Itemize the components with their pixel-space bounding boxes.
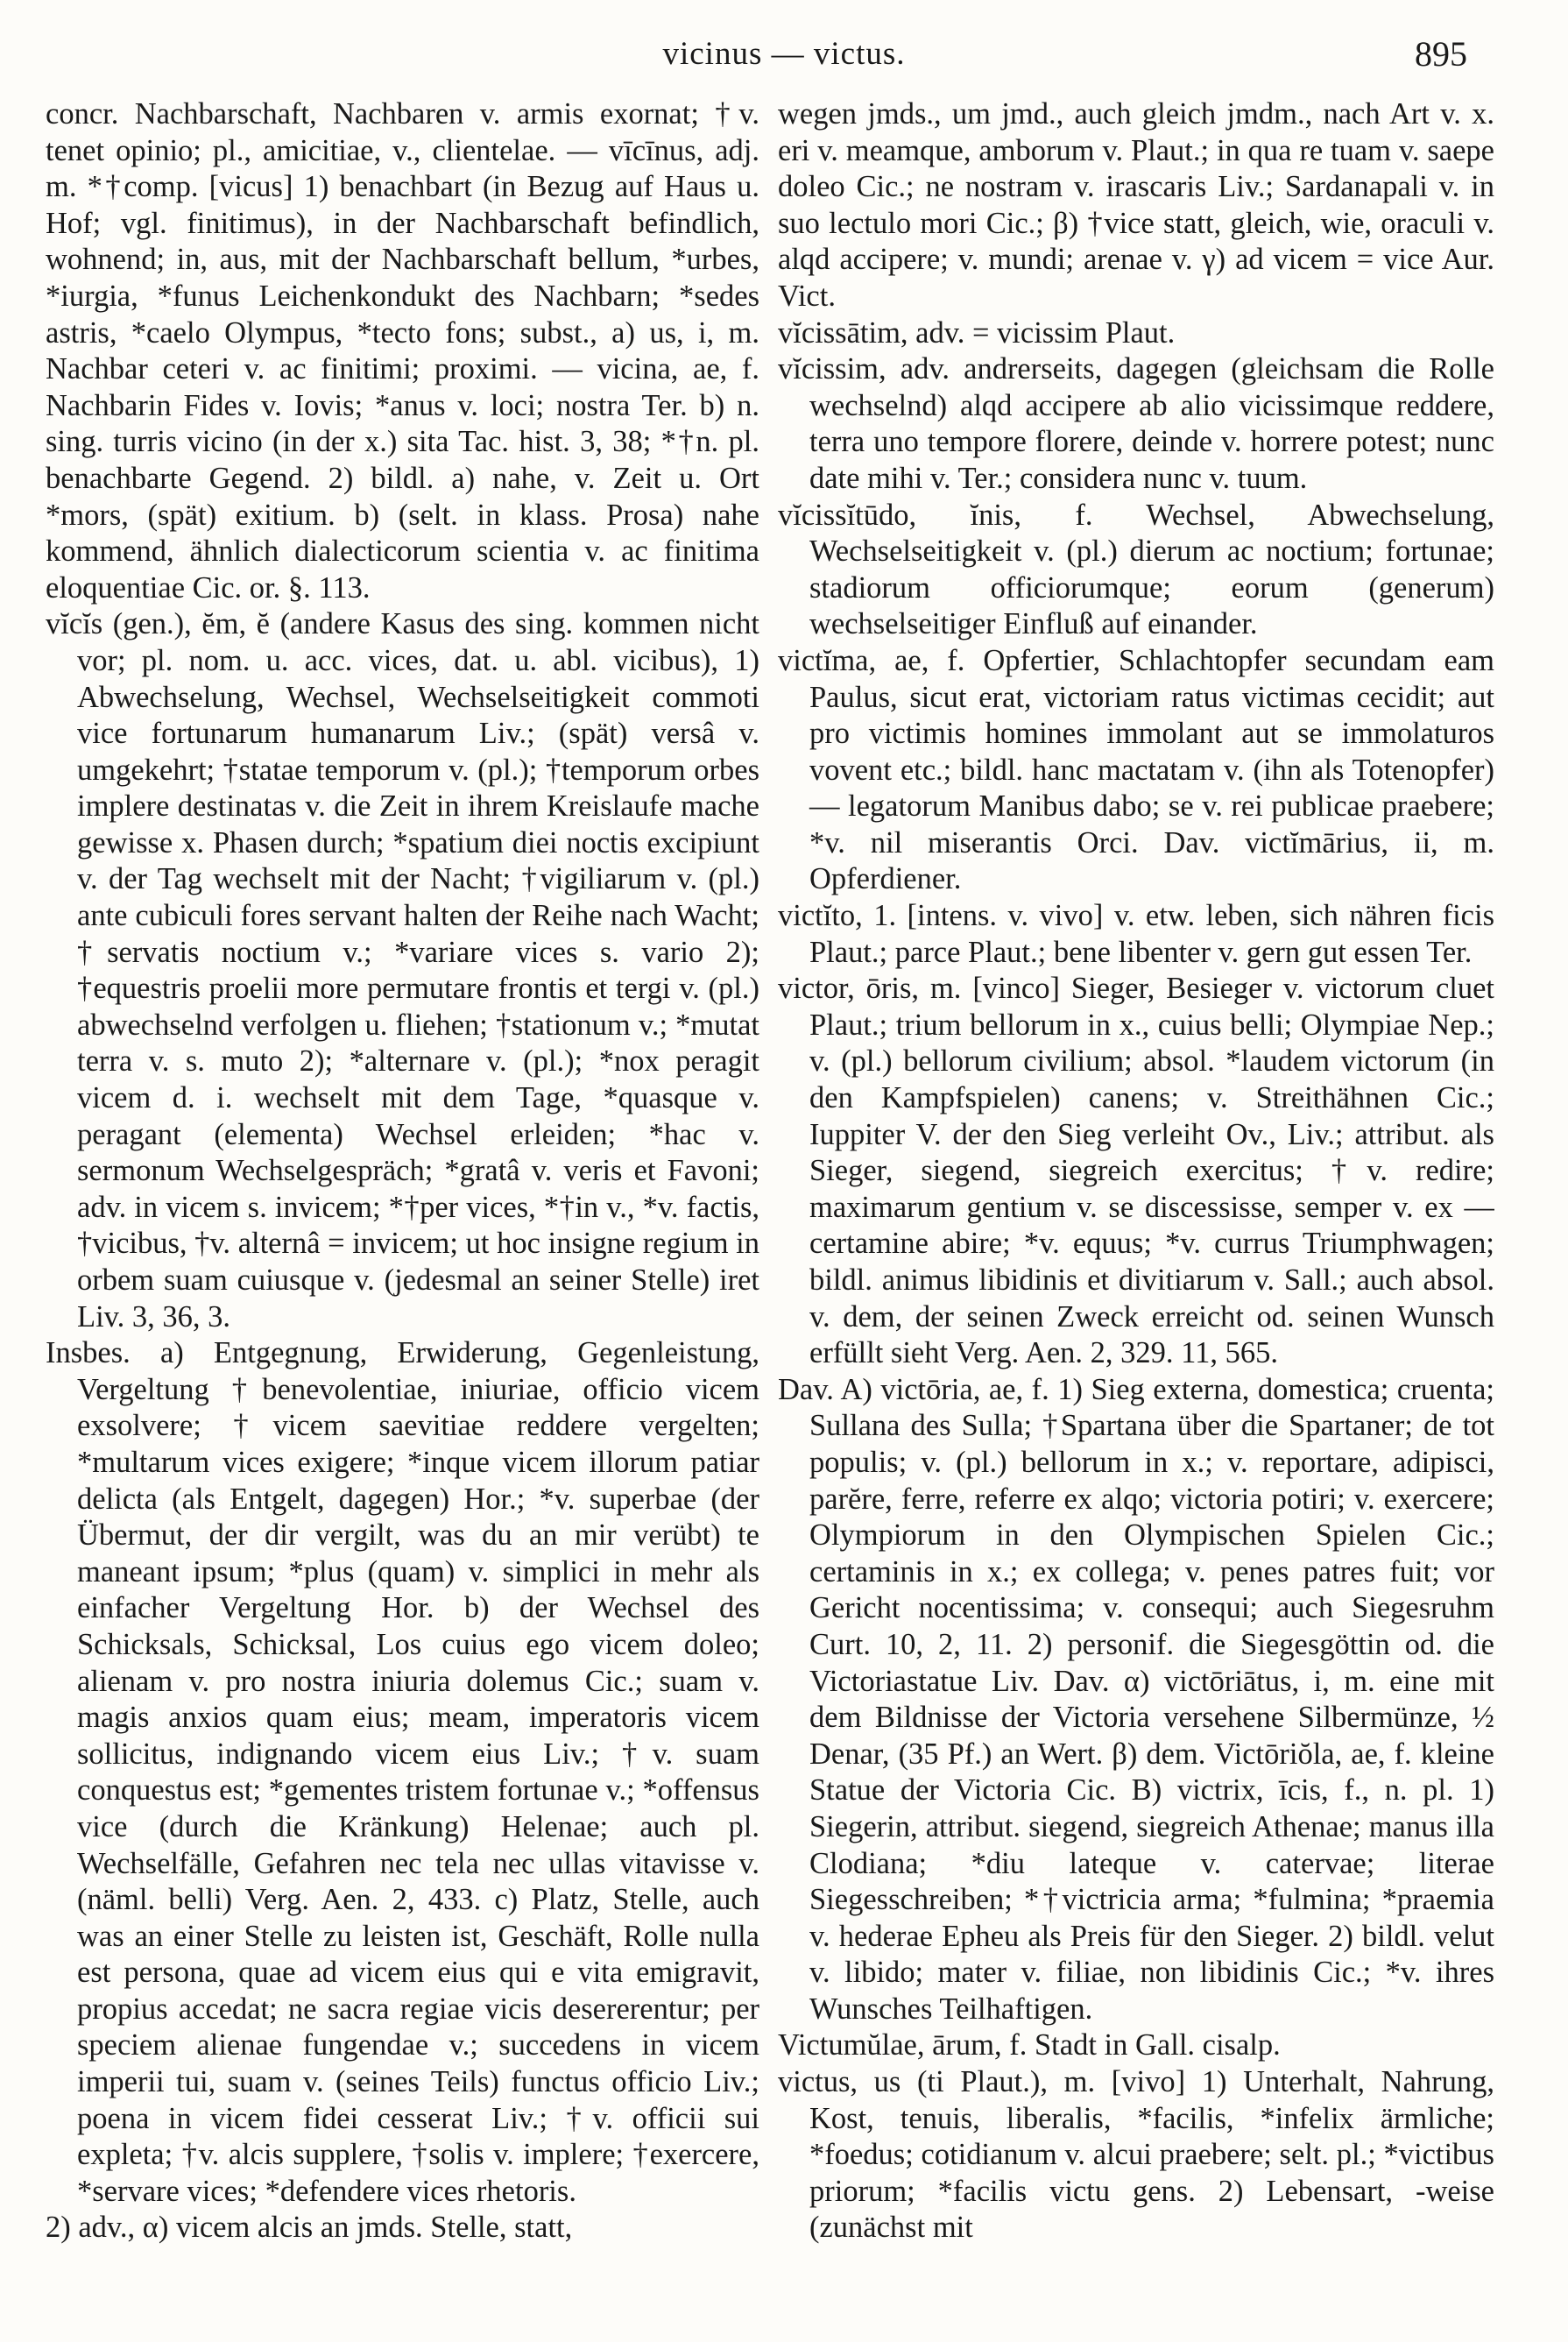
running-head: vicinus — victus.	[662, 36, 906, 72]
dictionary-entry: vĭcissĭtūdo, ĭnis, f. Wechsel, Abwechselung, Wechselseitigkeit v. (pl.) dierum ac noctium; fortunae; stadiorum officiorumque; eorum (generum) wechselseitiger Einfluß auf einander.	[778, 498, 1494, 641]
dictionary-entry: Insbes. a) Entgegnung, Erwiderung, Gegenleistung, Vergeltung †benevolentiae, iniuriae, officio vicem exsolvere; †vicem saevitiae reddere vergelten; *multarum vices exigere; *inque vicem illorum patiar delicta (als Entgelt, dagegen) Hor.; *v. superbae (der Übermut, der dir vergilt, was du an mir verübt) te maneant ipsum; *plus (quam) v. simplici in mehr als einfacher Vergeltung Hor. b) der Wechsel des Schicksals, Schicksal, Los cuius ego vicem doleo; alienam v. pro nostra iniuria dolemus Cic.; suam v. magis anxios quam eius; meam, imperatoris vicem sollicitus, indignando vicem eius Liv.; †v. suam conquestus est; *gementes tristem fortunae v.; *offensus vice (durch die Kränkung) Helenae; auch pl. Wechselfälle, Gefahren nec tela nec ullas vitavisse v. (näml. belli) Verg. Aen. 2, 433. c) Platz, Stelle, auch was an einer Stelle zu leisten ist, Geschäft, Rolle nulla est persona, quae ad vicem eius qui e vita emigravit, propius accedat; ne sacra regiae vicis desererentur; per speciem alienae fungendae v.; succedens in vicem imperii tui, suam v. (seines Teils) functus officio Liv.; poena in vicem fidei cesserat Liv.; †v. officii sui expleta; †v. alcis supplere, †solis v. implere; †exercere, *servare vices; *defendere vices rhetoris.	[46, 1336, 759, 2208]
right-column	[778, 96, 1494, 2304]
dictionary-entry: victĭma, ae, f. Opfertier, Schlachtopfer secundam eam Paulus, sicut erat, victoriam ratus victimas cecidit; aut pro victimis homines immolant aut se immolaturos vovent etc.; bildl. hanc mactatam v. (ihn als Totenopfer) — legatorum Manibus dabo; se v. rei publicae praebere; *v. nil miserantis Orci. Dav. victĭmārius, ii, m. Opferdiener.	[778, 643, 1494, 896]
dictionary-entry: Dav. A) victōria, ae, f. 1) Sieg externa, domestica; cruenta; Sullana des Sulla; †Spartana über die Spartaner; de tot populis; v. (pl.) bellorum in x.; v. reportare, adipisci, parĕre, ferre, referre ex alqo; victoria potiri; v. exercere; Olympiorum in den Olympischen Spielen Cic.; certaminis in x.; ex collega; v. penes patres fuit; vor Gericht nocentissima; v. consequi; auch Siegesruhm Curt. 10, 2, 11. 2) personif. die Siegesgöttin od. die Victoriastatue Liv. Dav. α) victōriātus, i, m. eine mit dem Bildnisse der Victoria versehene Silbermünze, ½ Denar, (35 Pf.) an Wert. β) dem. Victōriŏla, ae, f. kleine Statue der Victoria Cic. B) victrix, īcis, f., n. pl. 1) Siegerin, attribut. siegend, siegreich Athenae; manus illa Clodiana; *diu lateque v. catervae; literae Siegesschreiben; *†victricia arma; *fulmina; *praemia v. hederae Epheu als Preis für den Sieger. 2) bildl. velut v. libido; mater v. filiae, non libidinis Cic.; *v. ihres Wunsches Teilhaftigen.	[778, 1372, 1494, 2026]
dictionary-entry: concr. Nachbarschaft, Nachbaren v. armis exornat; †v. tenet opinio; pl., amicitiae, v., clientelae. — vīcīnus, adj. m. *†comp. [vicus] 1) benachbart (in Bezug auf Haus u. Hof; vgl. finitimus), in der Nachbarschaft befindlich, wohnend; in, aus, mit der Nachbarschaft bellum, *urbes, *iurgia, *funus Leichenkondukt des Nachbarn; *sedes astris, *caelo Olympus, *tecto fons; subst., a) us, i, m. Nachbar ceteri v. ac finitimi; proximi. — vicina, ae, f. Nachbarin Fides v. Iovis; *anus v. loci; nostra Ter. b) n. sing. turris vicino (in der x.) sita Tac. hist. 3, 38; *†n. pl. benachbarte Gegend. 2) bildl. a) nahe, v. Zeit u. Ort *mors, (spät) exitium. b) (selt. in klass. Prosa) nahe kommend, ähnlich dialecticorum scientia v. ac finitima eloquentiae Cic. or. §. 113.	[46, 97, 759, 605]
dictionary-entry: vĭcĭs (gen.), ĕm, ĕ (andere Kasus des sing. kommen nicht vor; pl. nom. u. acc. vices, dat. u. abl. vicibus), 1) Abwechselung, Wechsel, Wechselseitigkeit commoti vice fortunarum humanarum Liv.; (spät) versâ v. umgekehrt; †statae temporum v. (pl.); †temporum orbes implere destinatas v. die Zeit in ihrem Kreislaufe mache gewisse x. Phasen durch; *spatium diei noctis excipiunt v. der Tag wechselt mit der Nacht; †vigiliarum v. (pl.) ante cubiculi fores servant halten der Reihe nach Wacht; †servatis noctium v.; *variare vices s. vario 2); †equestris proelii more permutare frontis et tergi v. (pl.) abwechselnd verfolgen u. fliehen; †stationum v.; *mutat terra v. s. muto 2); *alternare v. (pl.); *nox peragit vicem d. i. wechselt mit dem Tage, *quasque v. peragant (elementa) Wechsel erleiden; *hac v. sermonum Wechselgespräch; *gratâ v. veris et Favoni; adv. in vicem s. invicem; *†per vices, *†in v., *v. factis, †vicibus, †v. alternâ = invicem; ut hoc insigne regium in orbem suam cuiusque v. (jedesmal an seiner Stelle) iret Liv. 3, 36, 3.	[46, 607, 759, 1334]
dictionary-entry: vĭcissātim, adv. = vicissim Plaut.	[778, 315, 1176, 350]
dictionary-entry: wegen jmds., um jmd., auch gleich jmdm., nach Art v. x. eri v. meamque, amborum v. Plaut.; in qua re tuam v. saepe doleo Cic.; ne nostram v. irascaris Liv.; Sardanapali v. in suo lectulo mori Cic.; β) †vice statt, gleich, wie, oraculi v. alqd accipere; v. mundi; arenae v. γ) ad vicem = vice Aur. Vict.	[778, 97, 1494, 313]
dictionary-entry: 2) adv., α) vicem alcis an jmds. Stelle, statt,	[46, 2211, 573, 2245]
dictionary-entry: victus, us (ti Plaut.), m. [vivo] 1) Unterhalt, Nahrung, Kost, tenuis, liberalis, *facilis, *infelix ärmliche; *foedus; cotidianum v. alcui praebere; selt. pl.; *victibus priorum; *facilis victu gens. 2) Lebensart, -weise (zunächst mit	[778, 2065, 1494, 2245]
dictionary-entry: victor, ōris, m. [vinco] Sieger, Besieger v. victorum cluet Plaut.; trium bellorum in x., cuius belli; Olympiae Nep.; v. (pl.) bellorum civilium; absol. *laudem victorum (in den Kampfspielen) canens; v. Streithähnen Cic.; Iuppiter V. der den Sieg verleiht Ov., Liv.; attribut. als Sieger, siegend, siegreich exercitus; †v. redire; maximarum gentium v. se discessisse, semper v. ex — certamine abire; *v. equus; *v. currus Triumphwagen; bildl. animus libidinis et divitiarum v. Sall.; auch absol. v. dem, der seinen Zweck erreicht od. seinen Wunsch erfüllt sieht Verg. Aen. 2, 329. 11, 565.	[778, 972, 1494, 1370]
dictionary-entry: vĭcissim, adv. andrerseits, dagegen (gleichsam die Rolle wechselnd) alqd accipere ab alio vicissimque reddere, terra uno tempore florere, deinde v. horrere potest; nunc date mihi v. Ter.; considera nunc v. tuum.	[778, 352, 1494, 495]
left-column	[46, 96, 759, 2304]
page-number: 895	[1415, 34, 1467, 74]
dictionary-entry: victĭto, 1. [intens. v. vivo] v. etw. leben, sich nähren ficis Plaut.; parce Plaut.; bene libenter v. gern gut essen Ter.	[778, 899, 1494, 969]
dictionary-entry: Victumŭlae, ārum, f. Stadt in Gall. cisalp.	[778, 2028, 1281, 2063]
